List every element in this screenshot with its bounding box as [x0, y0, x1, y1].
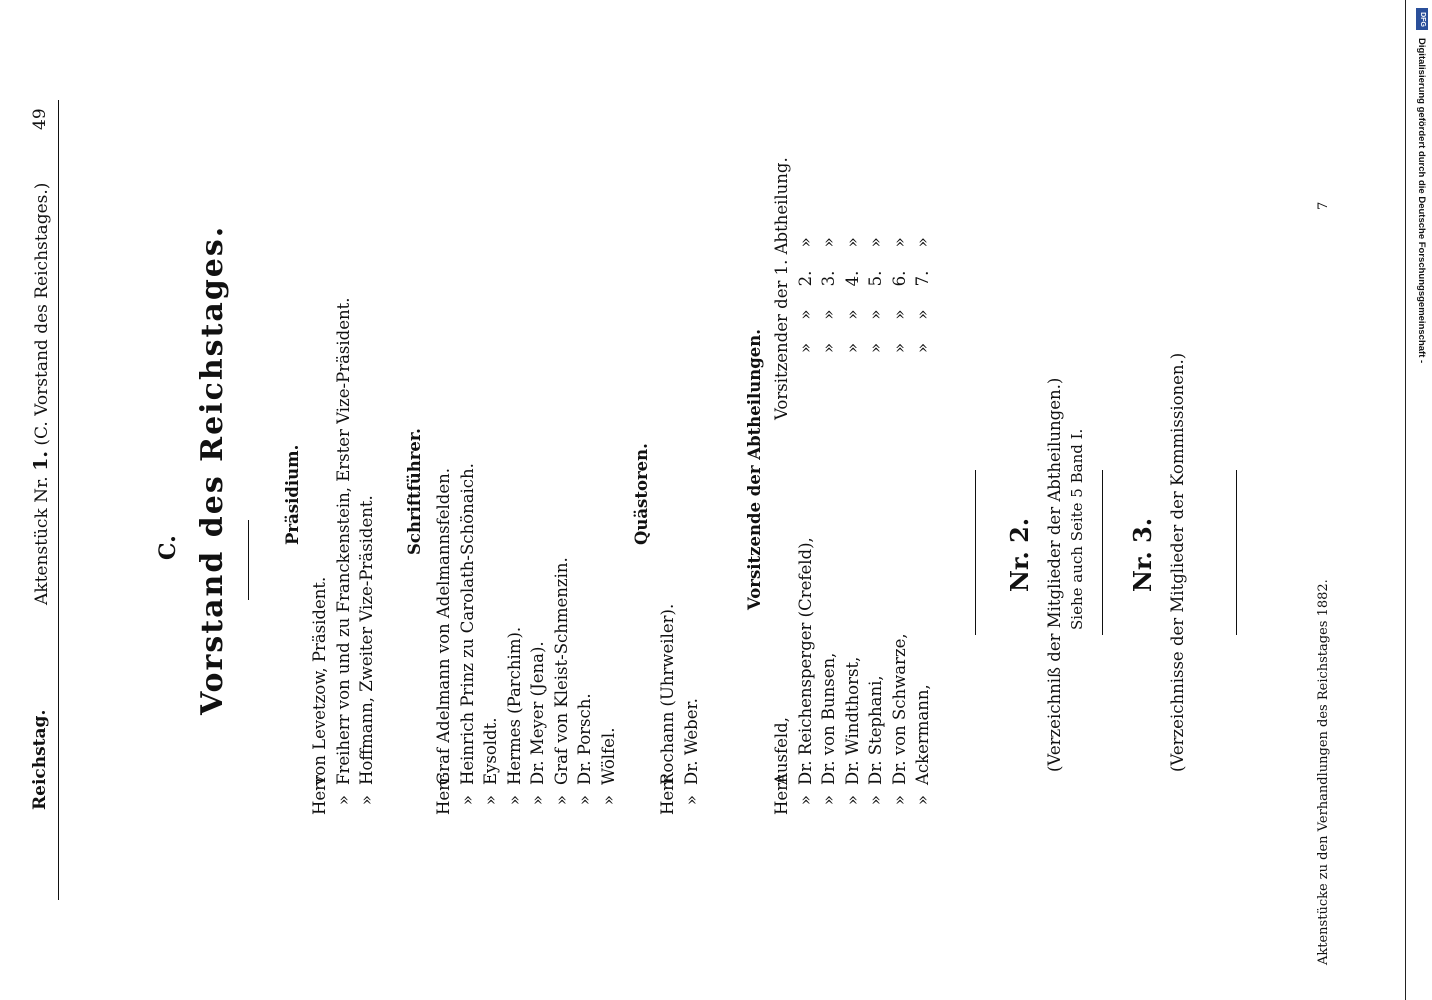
row-name: Dr. Stephani,	[866, 675, 885, 785]
list-item	[597, 463, 621, 815]
list-item	[680, 604, 704, 815]
vorsitzende-list	[770, 55, 935, 815]
list-item-text: von Levetzow, Präsident.	[310, 576, 329, 785]
separator-rule-3	[1236, 470, 1237, 635]
row-lead: »	[842, 794, 862, 806]
vorsitzende-heading: Vorsitzende der Abtheilungen.	[745, 328, 764, 610]
list-item-lead: Herr	[310, 775, 329, 815]
table-row	[911, 55, 935, 815]
list-item-text: Graf Adelmann von Adelmannsfelden.	[434, 468, 453, 785]
row-lead: »	[795, 794, 815, 806]
list-item-lead: »	[575, 794, 594, 806]
page-number: 49	[30, 108, 50, 130]
section-letter: C.	[155, 535, 181, 560]
separator-rule	[975, 470, 976, 635]
header-center	[30, 183, 52, 605]
title-rule	[248, 520, 249, 600]
table-row	[794, 55, 818, 815]
row-role: » » 3. »	[819, 237, 838, 353]
table-row	[888, 55, 912, 815]
list-item-text: Freiherr von und zu Franckenstein, Erster Vize-Präsident.	[333, 297, 353, 785]
row-role: » » 6. »	[889, 237, 909, 353]
dfg-text-strip	[1411, 0, 1432, 1000]
separator-rule-2	[1102, 470, 1103, 635]
page-title: Vorstand des Reichstages.	[195, 224, 230, 715]
row-name: Dr. Reichensperger (Crefeld),	[795, 537, 815, 785]
list-item-lead: »	[551, 794, 571, 806]
header-center-number: 1.	[30, 451, 52, 471]
list-item-lead: Herr	[658, 775, 677, 815]
nr3-heading: Nr. 3.	[1128, 517, 1157, 592]
list-item-text: Graf von Kleist-Schmenzin.	[551, 557, 571, 785]
list-item-lead: »	[598, 794, 618, 806]
list-item	[526, 463, 550, 815]
list-item	[479, 463, 503, 815]
list-item-lead: »	[681, 794, 701, 806]
row-name: Dr. von Bunsen,	[819, 652, 838, 785]
list-item	[656, 604, 680, 815]
list-item-lead: »	[357, 794, 376, 806]
list-item-text: Hoffmann, Zweiter Vize-Präsident.	[357, 495, 376, 785]
row-role: » » 4. »	[842, 237, 862, 353]
row-lead: »	[866, 794, 885, 806]
list-item-text: Hermes (Parchim).	[504, 626, 524, 785]
list-item	[456, 463, 480, 815]
list-item-lead: Herr	[434, 775, 453, 815]
schriftfuehrer-list	[432, 463, 620, 815]
header-center-prefix: Aktenstück Nr.	[32, 476, 52, 605]
row-name: Ausfeld,	[772, 717, 791, 785]
row-role: » » 5. »	[866, 237, 885, 353]
table-row	[817, 55, 841, 815]
row-lead: »	[819, 794, 838, 806]
row-lead: »	[889, 794, 909, 806]
dfg-logo	[1416, 8, 1428, 30]
list-item-text: Eysoldt.	[481, 717, 500, 785]
nr2-heading: Nr. 2.	[1005, 517, 1034, 592]
list-item-text: Rochann (Uhrweiler).	[658, 603, 677, 785]
footer-left: Aktenstücke zu den Verhandlungen des Reichstages 1882.	[1316, 579, 1331, 965]
praesidium-list	[308, 298, 379, 816]
list-item-text: Dr. Porsch.	[575, 693, 594, 785]
list-item-text: Dr. Meyer (Jena).	[528, 641, 547, 785]
nr3-text: (Verzeichnisse der Mitglieder der Kommissionen.)	[1168, 352, 1187, 772]
header-center-suffix: (C. Vorstand des Reichstages.)	[32, 182, 52, 446]
list-item-text: Heinrich Prinz zu Carolath-Schönaich.	[457, 463, 477, 785]
dfg-sidebar	[1411, 0, 1432, 1000]
dfg-credit-text: Digitalisierung gefördert durch die Deutsche Forschungsgemeinschaft -	[1416, 38, 1427, 364]
table-row	[864, 55, 888, 815]
row-role: Vorsitzender der 1. Abtheilung.	[772, 157, 791, 420]
list-item	[355, 298, 379, 816]
list-item-lead: »	[457, 794, 477, 806]
list-item-lead: »	[528, 794, 547, 806]
list-item	[308, 298, 332, 816]
list-item	[432, 463, 456, 815]
list-item	[332, 298, 356, 816]
dfg-logo-text: DFG	[1418, 11, 1426, 27]
row-role: » » 2. »	[795, 237, 815, 353]
list-item	[573, 463, 597, 815]
list-item-lead: »	[333, 794, 353, 806]
row-lead: »	[913, 794, 932, 806]
list-item-lead: »	[481, 794, 500, 806]
schriftfuehrer-heading: Schriftführer.	[405, 428, 424, 555]
praesidium-heading: Präsidium.	[283, 444, 302, 545]
list-item-text: Dr. Weber.	[681, 698, 701, 785]
quaestoren-heading: Quästoren.	[632, 443, 651, 545]
table-row	[770, 55, 794, 815]
table-row	[841, 55, 865, 815]
header-left: Reichstag.	[30, 709, 50, 810]
footer-signature: 7	[1316, 201, 1331, 210]
row-role: » » 7. »	[913, 237, 932, 353]
row-name: Ackermann,	[913, 684, 932, 785]
scan-edge	[1405, 0, 1406, 1000]
nr2-note: Siehe auch Seite 5 Band I.	[1068, 428, 1086, 630]
row-name: Dr. Windthorst,	[842, 656, 862, 785]
list-item	[550, 463, 574, 815]
list-item-lead: »	[504, 794, 524, 806]
row-name: Dr. von Schwarze,	[889, 633, 909, 785]
list-item-text: Wölfel.	[598, 727, 618, 785]
row-lead: Herr	[772, 775, 791, 815]
header-rule	[58, 100, 59, 900]
list-item	[503, 463, 527, 815]
quaestoren-list	[656, 604, 703, 815]
nr2-text: (Verzeichniß der Mitglieder der Abtheilungen.)	[1045, 377, 1064, 772]
